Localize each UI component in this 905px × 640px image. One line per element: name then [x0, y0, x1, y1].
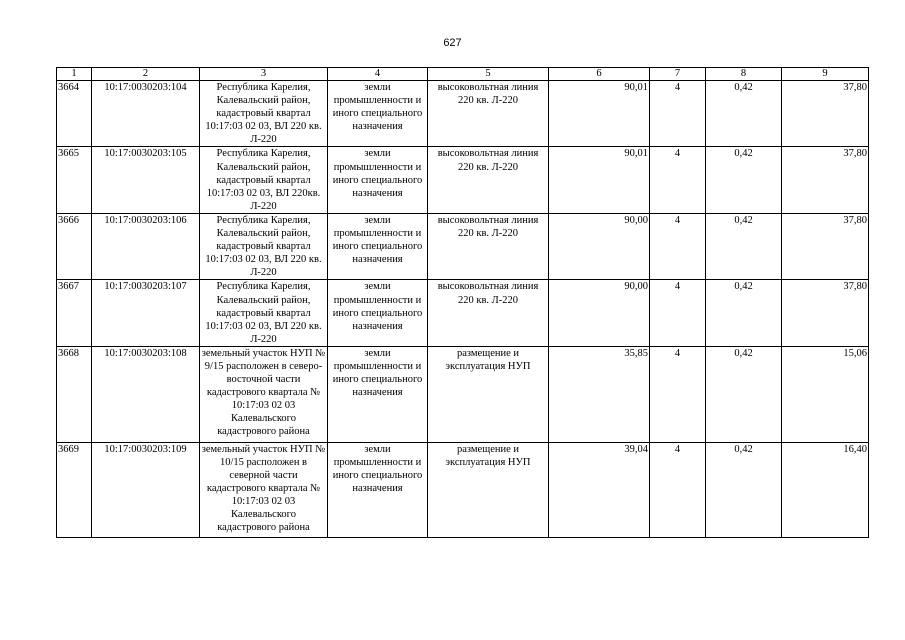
column-9-value: 15,06 [782, 346, 869, 442]
location-description: земельный участок НУП № 9/15 расположен в северо-восточной части кадастрового квартала № 10:17:03 02 03 Калевальского кадастрового района [200, 346, 328, 442]
column-header: 4 [328, 68, 428, 81]
column-7-value: 4 [650, 147, 706, 213]
column-8-value: 0,42 [706, 442, 782, 537]
cadastral-number: 10:17:0030203:108 [92, 346, 200, 442]
row-number: 3667 [57, 280, 92, 346]
column-header: 2 [92, 68, 200, 81]
page-number: 627 [443, 37, 462, 49]
row-number: 3669 [57, 442, 92, 537]
permitted-use: высоковольтная линия 220 кв. Л-220 [428, 81, 549, 147]
area-value: 90,01 [549, 147, 650, 213]
column-9-value: 16,40 [782, 442, 869, 537]
table-row [57, 280, 869, 346]
column-7-value: 4 [650, 346, 706, 442]
column-8-value: 0,42 [706, 81, 782, 147]
cadastral-number: 10:17:0030203:104 [92, 81, 200, 147]
column-header: 6 [549, 68, 650, 81]
column-8-value: 0,42 [706, 346, 782, 442]
column-8-value: 0,42 [706, 147, 782, 213]
permitted-use: высоковольтная линия 220 кв. Л-220 [428, 280, 549, 346]
column-header: 5 [428, 68, 549, 81]
permitted-use: высоковольтная линия 220 кв. Л-220 [428, 213, 549, 279]
column-header: 8 [706, 68, 782, 81]
location-description: Республика Карелия, Калевальский район, кадастровый квартал 10:17:03 02 03, ВЛ 220 кв. Л-220 [200, 213, 328, 279]
cadastral-number: 10:17:0030203:106 [92, 213, 200, 279]
location-description: Республика Карелия, Калевальский район, кадастровый квартал 10:17:03 02 03, ВЛ 220 кв. Л-220 [200, 280, 328, 346]
area-value: 90,00 [549, 213, 650, 279]
cadastral-number: 10:17:0030203:107 [92, 280, 200, 346]
land-category: земли промышленности и иного специального назначения [328, 442, 428, 537]
column-7-value: 4 [650, 81, 706, 147]
permitted-use: размещение и эксплуатация НУП [428, 442, 549, 537]
land-category: земли промышленности и иного специального назначения [328, 147, 428, 213]
cadastral-number: 10:17:0030203:105 [92, 147, 200, 213]
column-header: 9 [782, 68, 869, 81]
column-9-value: 37,80 [782, 213, 869, 279]
land-registry-table [56, 67, 869, 538]
column-7-value: 4 [650, 280, 706, 346]
column-8-value: 0,42 [706, 213, 782, 279]
table-row [57, 213, 869, 279]
location-description: Республика Карелия, Калевальский район, кадастровый квартал 10:17:03 02 03, ВЛ 220кв. Л-220 [200, 147, 328, 213]
row-number: 3664 [57, 81, 92, 147]
permitted-use: высоковольтная линия 220 кв. Л-220 [428, 147, 549, 213]
column-9-value: 37,80 [782, 280, 869, 346]
column-header: 7 [650, 68, 706, 81]
row-number: 3666 [57, 213, 92, 279]
location-description: Республика Карелия, Калевальский район, кадастровый квартал 10:17:03 02 03, ВЛ 220 кв. Л-220 [200, 81, 328, 147]
cadastral-number: 10:17:0030203:109 [92, 442, 200, 537]
land-category: земли промышленности и иного специального назначения [328, 81, 428, 147]
table-row [57, 442, 869, 537]
location-description: земельный участок НУП № 10/15 расположен в северной части кадастрового квартала № 10:17:03 02 03 Калевальского кадастрового района [200, 442, 328, 537]
area-value: 39,04 [549, 442, 650, 537]
area-value: 35,85 [549, 346, 650, 442]
area-value: 90,00 [549, 280, 650, 346]
column-header: 3 [200, 68, 328, 81]
column-7-value: 4 [650, 442, 706, 537]
column-9-value: 37,80 [782, 81, 869, 147]
row-number: 3668 [57, 346, 92, 442]
table-row [57, 346, 869, 442]
land-category: земли промышленности и иного специального назначения [328, 280, 428, 346]
column-7-value: 4 [650, 213, 706, 279]
header-row [57, 68, 869, 81]
column-9-value: 37,80 [782, 147, 869, 213]
table-row [57, 81, 869, 147]
area-value: 90,01 [549, 81, 650, 147]
column-header: 1 [57, 68, 92, 81]
land-category: земли промышленности и иного специального назначения [328, 346, 428, 442]
column-8-value: 0,42 [706, 280, 782, 346]
row-number: 3665 [57, 147, 92, 213]
permitted-use: размещение и эксплуатация НУП [428, 346, 549, 442]
table-row [57, 147, 869, 213]
land-category: земли промышленности и иного специального назначения [328, 213, 428, 279]
